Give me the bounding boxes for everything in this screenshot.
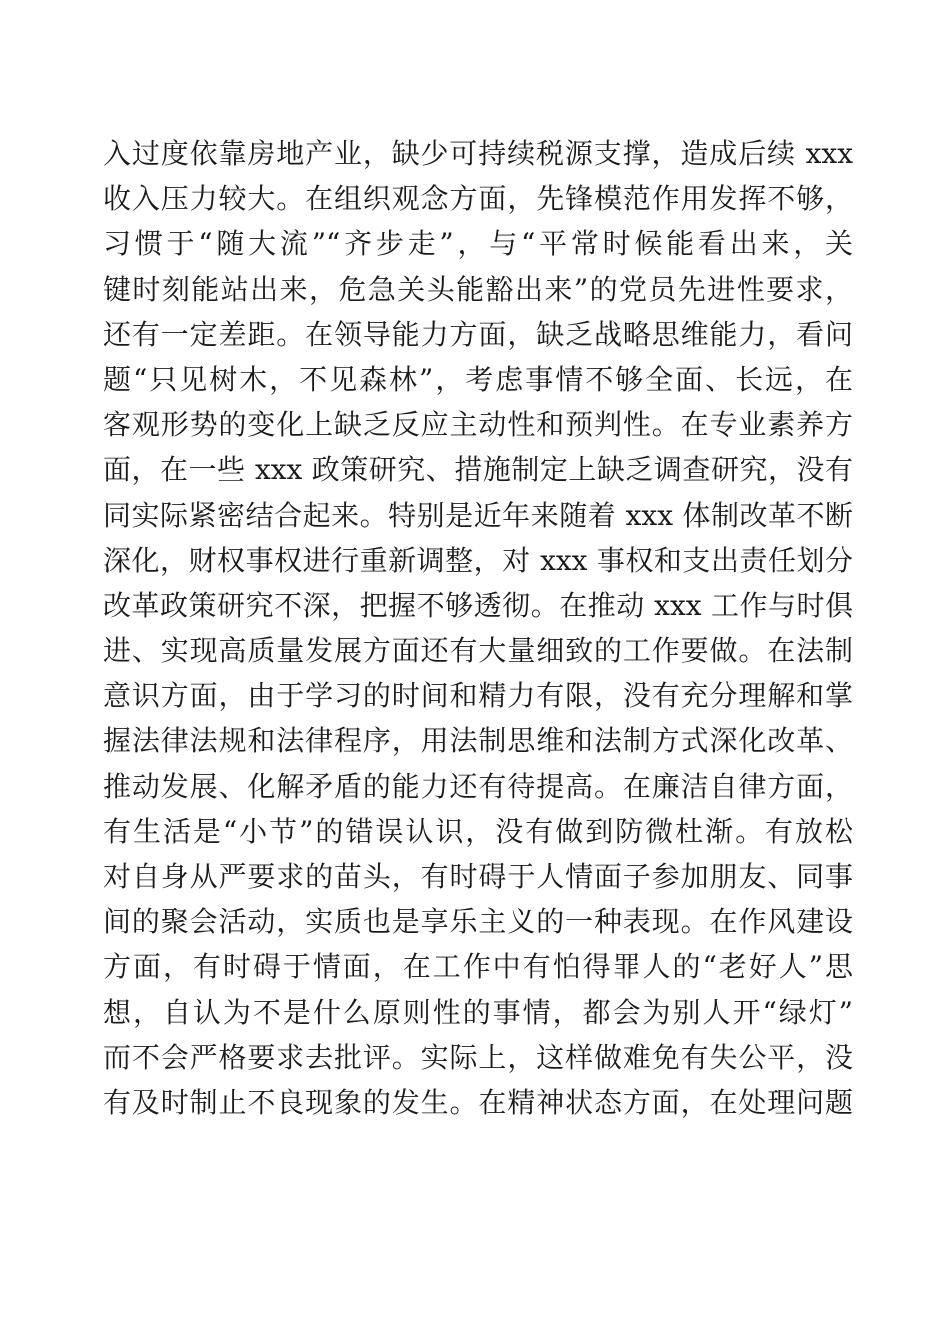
text-line: 面，在一些 xxx 政策研究、措施制定上缺乏调查研究，没有 [103,453,853,487]
text-line: 有及时制止不良现象的发生。在精神状态方面，在处理问题 [103,1085,853,1119]
text-line: 键时刻能站出来，危急关头能豁出来”的党员先进性要求， [103,272,853,306]
text-line: 而不会严格要求去批评。实际上，这样做难免有失公平，没 [103,1040,853,1074]
text-line: 还有一定差距。在领导能力方面，缺乏战略思维能力，看问 [103,317,853,351]
text-line: 入过度依靠房地产业，缺少可持续税源支撑，造成后续 xxx [103,137,853,170]
text-line: 想，自认为不是什么原则性的事情，都会为别人开“绿灯” [103,995,853,1029]
text-line: 间的聚会活动，实质也是享乐主义的一种表现。在作风建设 [103,905,853,939]
text-line: 同实际紧密结合起来。特别是近年来随着 xxx 体制改革不断 [103,498,853,532]
text-line: 进、实现高质量发展方面还有大量细致的工作要做。在法制 [103,634,853,668]
text-line: 习惯于“随大流”“齐步走”，与“平常时候能看出来，关 [103,227,853,261]
text-line: 方面，有时碍于情面，在工作中有怕得罪人的“老好人”思 [103,950,853,984]
text-line: 有生活是“小节”的错误认识，没有做到防微杜渐。有放松 [103,814,853,848]
text-line: 深化，财权事权进行重新调整，对 xxx 事权和支出责任划分 [103,543,853,577]
text-line: 收入压力较大。在组织观念方面，先锋模范作用发挥不够， [103,182,853,216]
text-line: 推动发展、化解矛盾的能力还有待提高。在廉洁自律方面， [103,769,853,803]
text-line: 意识方面，由于学习的时间和精力有限，没有充分理解和掌 [103,679,853,713]
text-line: 握法律法规和法律程序，用法制思维和法制方式深化改革、 [103,724,853,758]
text-line: 客观形势的变化上缺乏反应主动性和预判性。在专业素养方 [103,408,853,442]
text-line: 改革政策研究不深，把握不够透彻。在推动 xxx 工作与时俱 [103,588,853,622]
text-line: 题“只见树木，不见森林”，考虑事情不够全面、长远，在 [103,362,853,396]
text-line: 对自身从严要求的苗头，有时碍于人情面子参加朋友、同事 [103,860,853,893]
body-paragraph [103,131,853,1125]
